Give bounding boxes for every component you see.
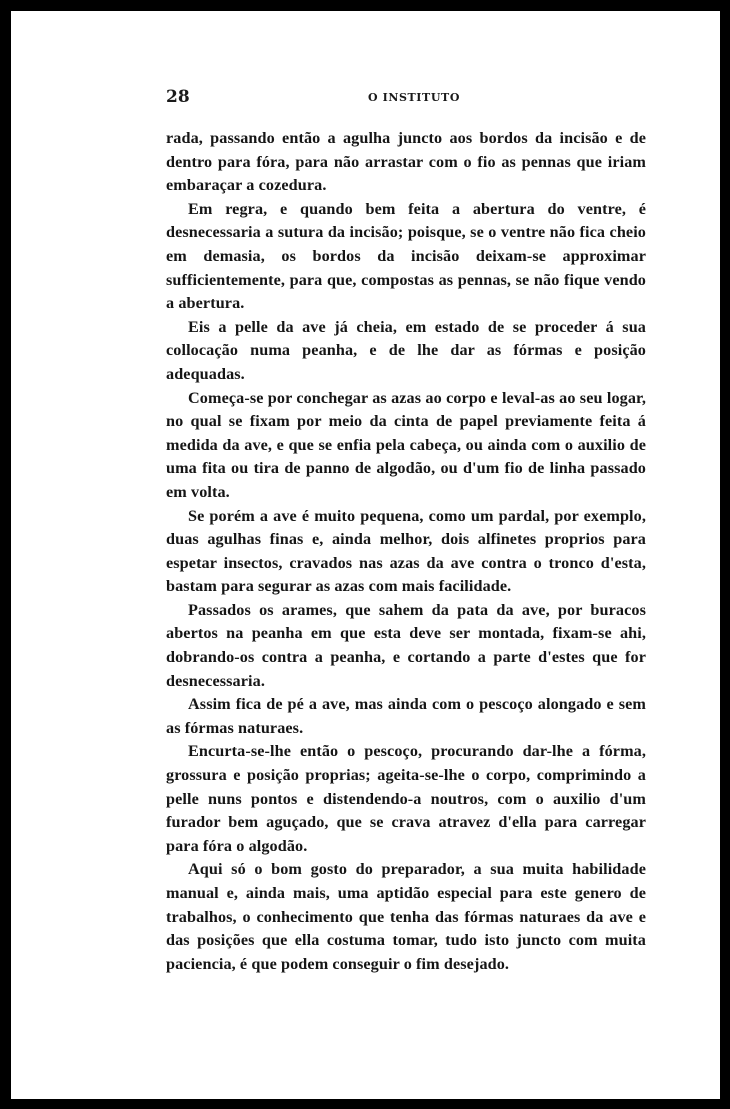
page bbox=[11, 11, 720, 1099]
paragraph: Assim fica de pé a ave, mas ainda com o pescoço alongado e sem as fórmas naturaes. bbox=[166, 695, 646, 737]
paragraph: Em regra, e quando bem feita a abertura do ventre, é desnecessaria a sutura da incisão; poisque, se o ventre não fica cheio em demasia, os bordos da incisão deixam-se approximar sufficientemente, para que, compostas as pennas, se não fique vendo a abertura. bbox=[166, 199, 646, 313]
paragraph: Eis a pelle da ave já cheia, em estado de se proceder á sua collocação numa peanha, e de lhe dar as fórmas e posição adequadas. bbox=[166, 317, 646, 383]
page-number: 28 bbox=[166, 87, 190, 107]
body-text bbox=[166, 127, 646, 976]
paragraph: Se porém a ave é muito pequena, como um pardal, por exemplo, duas agulhas finas e, ainda melhor, dois alfinetes proprios para espetar insectos, cravados nas azas da ave contra o tronco d'esta, bastam para segurar as azas com mais facilidade. bbox=[166, 506, 646, 596]
paragraph: Começa-se por conchegar as azas ao corpo e leval-as ao seu logar, no qual se fixam por meio da cinta de papel previamente feita á medida da ave, e que se enfia pela cabeça, ou ainda com o auxilio de uma fita ou tira de panno de algodão, ou d'um fio de linha passado em volta. bbox=[166, 388, 646, 501]
paragraph: Encurta-se-lhe então o pescoço, procurando dar-lhe a fórma, grossura e posição proprias; ageita-se-lhe o corpo, comprimindo a pelle nuns pontos e distendendo-a noutros, com o auxilio d'um furador bem aguçado, que se crava atravez d'ella para carregar para fóra o algodão. bbox=[166, 742, 646, 855]
running-title: O INSTITUTO bbox=[367, 91, 461, 104]
page-header bbox=[166, 87, 662, 115]
paragraph: Passados os arames, que sahem da pata da ave, por buracos abertos na peanha em que esta deve ser montada, fixam-se ahi, dobrando-os contra a peanha, e cortando a parte d'estes que for desnecessaria. bbox=[166, 600, 646, 690]
paragraph: rada, passando então a agulha juncto aos bordos da incisão e de dentro para fóra, para não arrastar com o fio as pennas que iriam embaraçar a cozedura. bbox=[166, 129, 646, 195]
paragraph: Aqui só o bom gosto do preparador, a sua muita habilidade manual e, ainda mais, uma aptidão especial para este genero de trabalhos, o conhecimento que tenha das fórmas naturaes da ave e das posições que ella costuma tomar, tudo isto juncto com muita paciencia, é que podem conseguir o fim desejado. bbox=[166, 860, 646, 973]
